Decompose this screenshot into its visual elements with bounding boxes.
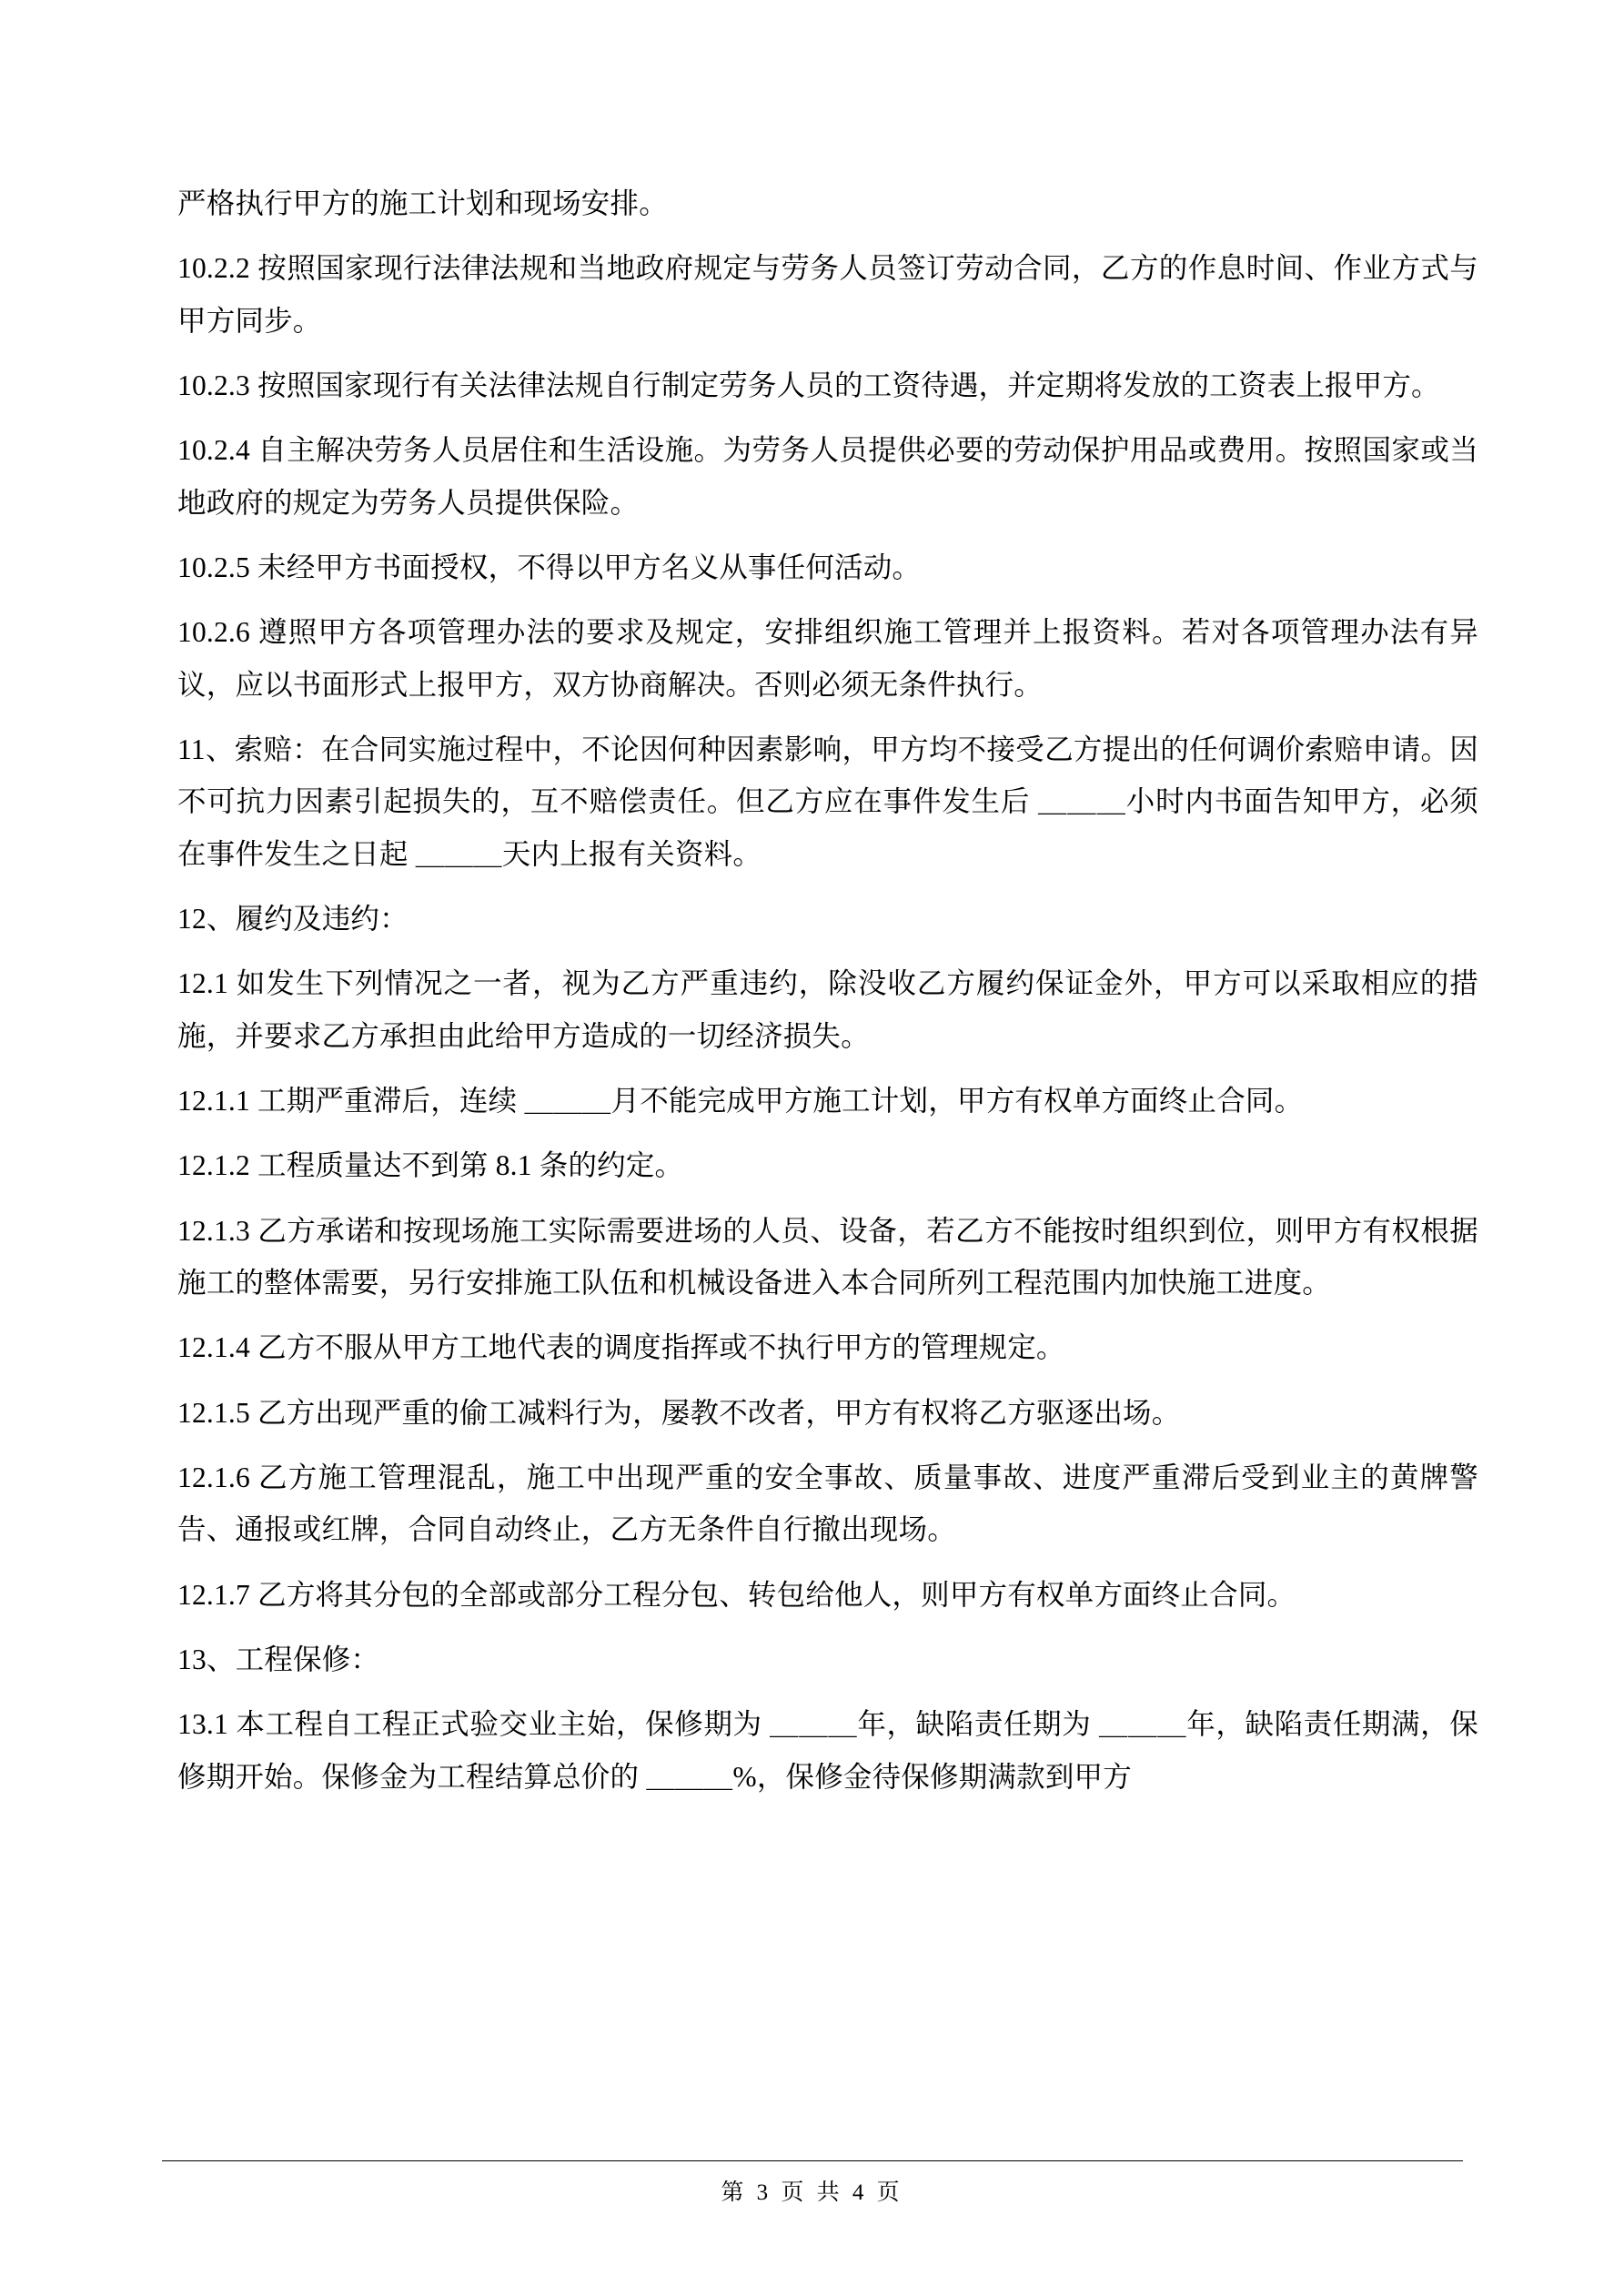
paragraph: 严格执行甲方的施工计划和现场安排。 [177,187,668,219]
paragraph: 10.2.4 自主解决劳务人员居住和生活设施。为劳务人员提供必要的劳动保护用品或费用。按照国家或当地政府的规定为劳务人员提供保险。 [177,434,1478,519]
paragraph: 12.1 如发生下列情况之一者，视为乙方严重违约，除没收乙方履约保证金外，甲方可以采取相应的措施，并要求乙方承担由此给甲方造成的一切经济损失。 [177,967,1478,1052]
page-footer [0,2160,1624,2207]
paragraph: 12.1.7 乙方将其分包的全部或部分工程分包、转包给他人，则甲方有权单方面终止合同。 [177,1578,1296,1611]
page-number: 第 3 页 共 4 页 [721,2180,903,2205]
footer-divider [162,2160,1463,2161]
paragraph: 12.1.6 乙方施工管理混乱，施工中出现严重的安全事故、质量事故、进度严重滞后受到业主的黄牌警告、通报或红牌，合同自动终止，乙方无条件自行撤出现场。 [177,1461,1478,1546]
paragraph: 12.1.5 乙方出现严重的偷工减料行为，屡教不改者，甲方有权将乙方驱逐出场。 [177,1396,1181,1429]
paragraph: 10.2.5 未经甲方书面授权，不得以甲方名义从事任何活动。 [177,551,922,583]
paragraph: 12.1.4 乙方不服从甲方工地代表的调度指挥或不执行甲方的管理规定。 [177,1331,1065,1364]
paragraph: 10.2.6 遵照甲方各项管理办法的要求及规定，安排组织施工管理并上报资料。若对各项管理办法有异议，应以书面形式上报甲方，双方协商解决。否则必须无条件执行。 [177,616,1478,701]
paragraph: 12.1.2 工程质量达不到第 8.1 条的约定。 [177,1149,684,1182]
paragraph: 12.1.3 乙方承诺和按现场施工实际需要进场的人员、设备，若乙方不能按时组织到位，则甲方有权根据施工的整体需要，另行安排施工队伍和机械设备进入本合同所列工程范围内加快施工进度。 [177,1214,1478,1299]
paragraph: 10.2.2 按照国家现行法律法规和当地政府规定与劳务人员签订劳动合同，乙方的作息时间、作业方式与甲方同步。 [177,252,1478,337]
paragraph: 12、履约及违约： [177,902,409,935]
paragraph: 13、工程保修： [177,1643,380,1675]
paragraph: 13.1 本工程自工程正式验交业主始，保修期为 ＿＿＿年，缺陷责任期为 ＿＿＿年，缺陷责任期满，保修期开始。保修金为工程结算总价的 ＿＿＿%，保修金待保修期满款到甲方 [177,1708,1478,1793]
paragraph: 11、索赔：在合同实施过程中，不论因何种因素影响，甲方均不接受乙方提出的任何调价索赔申请。因不可抗力因素引起损失的，互不赔偿责任。但乙方应在事件发生后 ＿＿＿小时内书面告知甲方，必须在事件发生之日起 ＿＿＿天内上报有关资料。 [177,733,1478,870]
paragraph: 12.1.1 工期严重滞后，连续 ＿＿＿月不能完成甲方施工计划，甲方有权单方面终止合同。 [177,1084,1304,1117]
document-body [177,177,1478,1803]
paragraph: 10.2.3 按照国家现行有关法律法规自行制定劳务人员的工资待遇，并定期将发放的工资表上报甲方。 [177,369,1440,401]
